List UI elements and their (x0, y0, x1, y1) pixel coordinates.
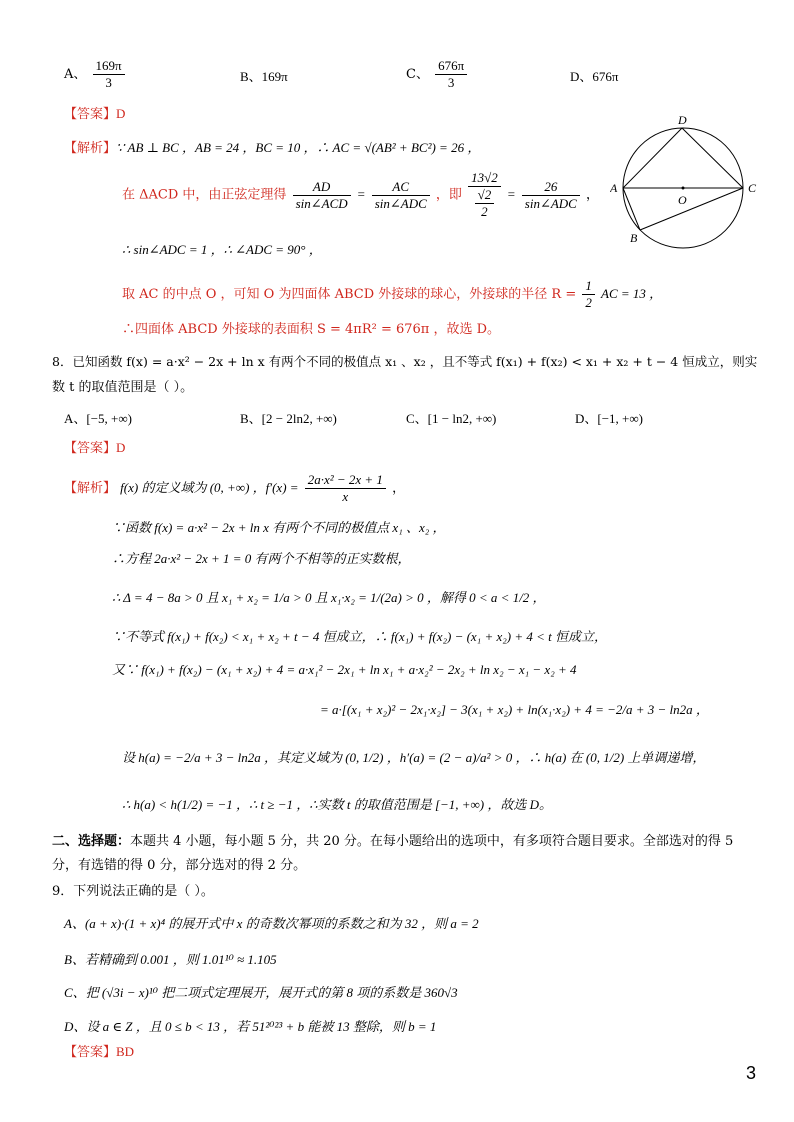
label-o: O (678, 193, 687, 207)
circle-diagram (610, 110, 770, 260)
q8-analysis-line-1: 【解析】 f(x) 的定义域为 (0, +∞) ，f′(x) = $\frac{\text{2a·x² − 2x + 1}}{x}$ ， (64, 472, 406, 504)
q9-answer: 【答案】BD (64, 1044, 135, 1060)
q8-analysis-line-3: ∴方程 2a·x² − 2x + 1 = 0 有两个不相等的正实数根， (112, 551, 411, 566)
q7-option-b: B、169π (240, 69, 288, 84)
q8-option-b: B、[2 − 2ln2, +∞) (240, 411, 337, 426)
q8-analysis-line-8: 设 h(a) = −2/a + 3 − ln2a ，其定义域为 (0, 1/2) ，h′(a) = (2 − a)/a² > 0 ，∴ h(a) 在 (0, 1/2) 上单调递增， (122, 750, 706, 765)
section-2-header: 二、选择题：本题共 4 小题，每小题 5 分，共 20 分。在每小题给出的选项中，有多项符合题目要求。全部选对的得 5 (52, 834, 734, 849)
q7-analysis-line-1: 【解析】∵ AB ⊥ BC ，AB = 24 ，BC = 10 ，∴ AC = √(AB² + BC²) = 26 ， (64, 140, 481, 156)
q7-analysis-line-4: 取 AC 的中点 O ，可知 O 为四面体 ABCD 外接球的球心，外接球的半径 R = $\frac{1}{2}$ AC = 13 ， (122, 278, 663, 310)
q8-analysis-line-6: 又∵ f(x₁) + f(x₂) − (x₁ + x₂) + 4 = a·x₁² − 2x₁ + ln x₁ + a·x₂² − 2x₂ + ln x₂ − x₁ − x₂ + 4 (112, 662, 577, 677)
center-point (682, 187, 685, 190)
q7-option-a-fraction: $\frac{169\pi}{3}$ (93, 58, 125, 91)
q7-option-d: D、676π (570, 69, 619, 84)
q8-stem-line-1: 8．已知函数 f(x) = a·x² − 2x + ln x 有两个不同的极值点 x₁ 、x₂ ，且不等式 f(x₁) + f(x₂) < x₁ + x₂ + t − 4 恒成立，则实 (52, 354, 758, 369)
q7-analysis-line-2: 在 ΔACD 中，由正弦定理得 $\frac{AD}{\text{sin∠ACD}}$ = $\frac{AC}{\text{sin∠ADC}}$ ，即 $\frac{13√2}{\frac{√2}{2}}$ = $\frac{26}{\text{sin∠ADC}}$ ， (122, 170, 600, 219)
q8-analysis-line-2: ∵函数 f(x) = a·x² − 2x + ln x 有两个不同的极值点 x₁ 、x₂ ， (112, 520, 446, 535)
segment-ad (623, 128, 682, 188)
q9-option-b: B、若精确到 0.001 ，则 1.01¹⁰ ≈ 1.105 (64, 952, 277, 967)
q7-option-c: C、 $\frac{676\pi}{3}$ (406, 58, 469, 91)
q8-answer: 【答案】D (64, 440, 126, 456)
label-b: B (630, 231, 638, 245)
label-a: A (610, 181, 618, 195)
q7-analysis-line-5: ∴四面体 ABCD 外接球的表面积 S = 4πR² = 676π ，故选 D。 (122, 322, 501, 337)
q8-analysis-line-5: ∵不等式 f(x₁) + f(x₂) < x₁ + x₂ + t − 4 恒成立，∴ f(x₁) + f(x₂) − (x₁ + x₂) + 4 < t 恒成立， (112, 629, 608, 644)
q8-option-a: A、[−5, +∞) (64, 411, 132, 426)
q9-option-c: C、把 (√3i − x)¹⁰ 把二项式定理展开，展开式的第 8 项的系数是 360√3 (64, 985, 458, 1000)
q7-answer: 【答案】D (64, 106, 126, 122)
q8-option-c: C、[1 − ln2, +∞) (406, 411, 497, 426)
q7-option-a: A、 $\frac{169\pi}{3}$ (64, 58, 127, 91)
section-2-header-line-2: 分，有选错的得 0 分，部分选对的得 2 分。 (52, 858, 307, 873)
q8-analysis-line-7: = a·[(x₁ + x₂)² − 2x₁·x₂] − 3(x₁ + x₂) + ln(x₁·x₂) + 4 = −2/a + 3 − ln2a ， (320, 702, 709, 717)
segment-bc (640, 188, 743, 230)
segment-ab (623, 188, 640, 230)
label-c: C (748, 181, 757, 195)
q8-analysis-line-4: ∴ Δ = 4 − 8a > 0 且 x₁ + x₂ = 1/a > 0 且 x₁·x₂ = 1/(2a) > 0 ，解得 0 < a < 1/2 ， (112, 590, 546, 605)
segment-dc (682, 128, 743, 188)
page-number: 3 (745, 1063, 756, 1083)
q9-option-d: D、设 a ∈ Z ，且 0 ≤ b < 13 ，若 51²⁰²³ + b 能被 13 整除，则 b = 1 (64, 1019, 437, 1034)
q9-option-a: A、(a + x)·(1 + x)⁴ 的展开式中 x 的奇数次幂项的系数之和为 32 ，则 a = 2 (64, 916, 479, 931)
q8-analysis-line-9: ∴ h(a) < h(1/2) = −1 ，∴ t ≥ −1 ，∴实数 t 的取值范围是 [−1, +∞) ，故选 D。 (122, 797, 553, 812)
q8-option-d: D、[−1, +∞) (575, 411, 643, 426)
q7-option-c-fraction: $\frac{676\pi}{3}$ (435, 58, 467, 91)
q9-stem: 9．下列说法正确的是（ ）。 (52, 884, 214, 899)
label-d: D (678, 113, 687, 127)
q8-stem-line-2: 数 t 的取值范围是（ ）。 (52, 380, 194, 395)
q7-analysis-line-3: ∴ sin∠ADC = 1 ，∴ ∠ADC = 90° ， (122, 242, 322, 257)
